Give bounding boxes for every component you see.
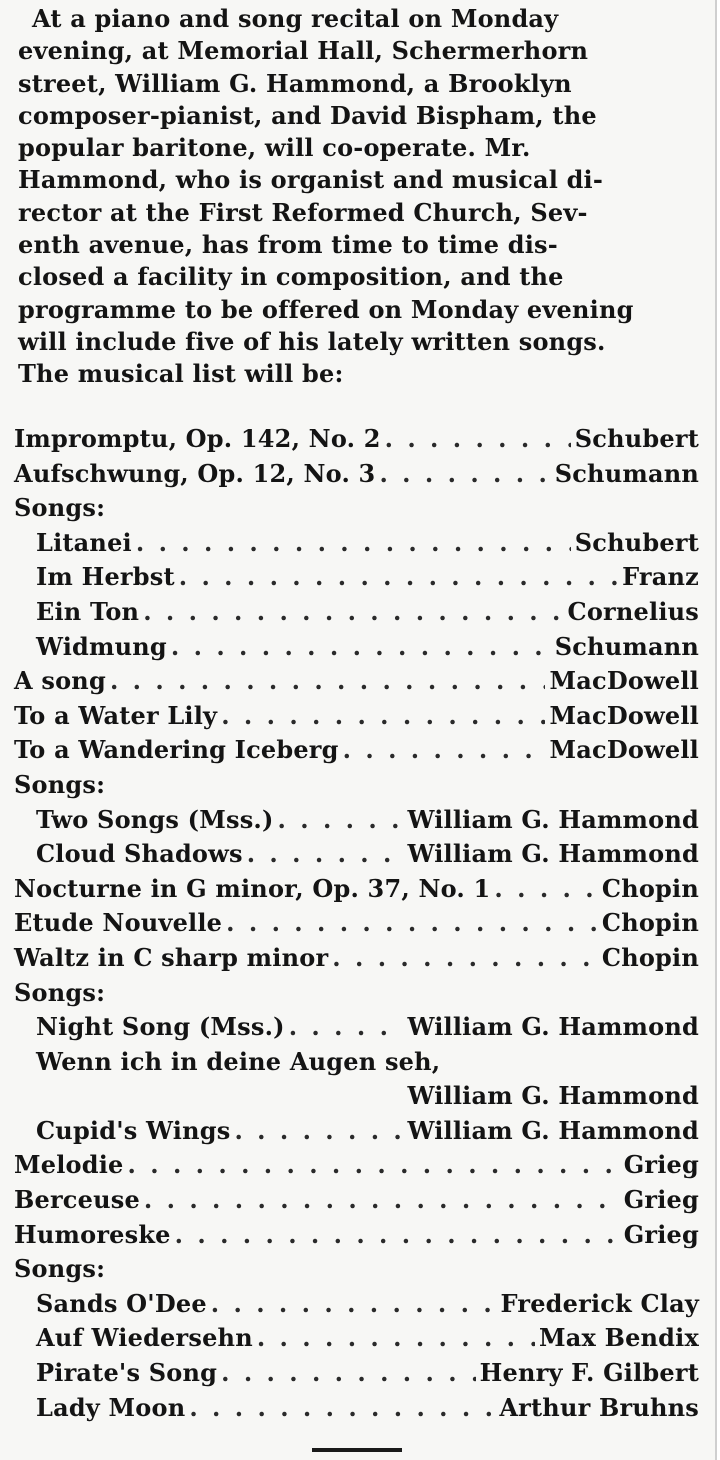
piece-title: Melodie [14, 1150, 124, 1180]
piece-title: To a Water Lily [14, 700, 218, 730]
article-line: closed a facility in composition, and the [18, 262, 564, 292]
leader-dots [189, 1391, 495, 1426]
programme-item [0, 837, 717, 872]
leader-dots [143, 595, 563, 630]
article-line: popular baritone, will co-operate. Mr. [18, 133, 531, 163]
piece-title: Waltz in C sharp minor [14, 942, 329, 972]
piece-title: Aufschwung, Op. 12, No. 3 [14, 458, 376, 488]
article-line: will include five of his lately written songs. [18, 326, 606, 356]
piece-title: Pirate's Song [36, 1358, 218, 1388]
piece-composer: Max Bendix [539, 1323, 699, 1353]
leader-dots [179, 560, 618, 595]
leader-dots [110, 664, 546, 699]
article-paragraph [18, 3, 706, 391]
piece-title: Sands O'Dee [36, 1288, 207, 1318]
piece-title: Nocturne in G minor, Op. 37, No. 1 [14, 873, 491, 903]
closing-rule [312, 1448, 402, 1452]
piece-composer: Franz [622, 562, 699, 592]
piece-title: Litanei [36, 527, 132, 557]
leader-dots [257, 1321, 535, 1356]
piece-composer: William G. Hammond [407, 839, 699, 869]
piece-composer: Arthur Bruhns [499, 1392, 699, 1422]
piece-composer: Henry F. Gilbert [479, 1358, 699, 1388]
article-line: street, William G. Hammond, a Brooklyn [18, 68, 572, 98]
article-line: At a piano and song recital on Monday [32, 4, 559, 33]
programme-item [0, 457, 717, 492]
piece-title: Widmung [36, 631, 167, 661]
songs-heading: Songs: [14, 493, 106, 523]
piece-composer: MacDowell [549, 700, 699, 730]
leader-dots [175, 1218, 620, 1253]
leader-dots [379, 457, 550, 492]
piece-composer: Grieg [623, 1185, 699, 1215]
piece-title: Night Song (Mss.) [36, 1012, 285, 1042]
programme-item [0, 733, 717, 768]
leader-dots [211, 1287, 497, 1322]
article-line: enth avenue, has from time to time dis- [18, 230, 558, 260]
leader-dots [234, 1114, 403, 1149]
piece-composer: William G. Hammond [407, 1081, 699, 1111]
leader-dots [278, 803, 404, 838]
piece-composer: Schumann [554, 631, 699, 661]
piece-composer: MacDowell [549, 735, 699, 765]
songs-heading: Songs: [14, 1254, 106, 1284]
piece-composer: MacDowell [549, 666, 699, 696]
leader-dots [221, 699, 545, 734]
programme-item [0, 906, 717, 941]
piece-title: Cloud Shadows [36, 839, 243, 869]
leader-dots [494, 872, 597, 907]
piece-title: Cupid's Wings [36, 1115, 231, 1145]
piece-title: Wenn ich in deine Augen seh, [36, 1046, 441, 1076]
article-line: The musical list will be: [18, 359, 344, 389]
programme-item [0, 941, 717, 976]
leader-dots [136, 526, 571, 561]
songs-heading: Songs: [14, 977, 106, 1007]
leader-dots [226, 906, 598, 941]
programme-item [0, 560, 717, 595]
leader-dots [385, 422, 571, 457]
piece-composer: Chopin [601, 942, 699, 972]
article-line: composer-pianist, and David Bispham, the [18, 100, 597, 130]
piece-composer: Schubert [574, 527, 699, 557]
piece-composer: William G. Hammond [407, 1115, 699, 1145]
songs-heading: Songs: [14, 769, 106, 799]
programme-item [0, 664, 717, 699]
article-line: evening, at Memorial Hall, Schermerhorn [18, 36, 589, 66]
programme-item [0, 1114, 717, 1149]
programme-item [0, 595, 717, 630]
piece-title: Two Songs (Mss.) [36, 804, 274, 834]
programme-item [0, 1010, 717, 1045]
leader-dots [343, 733, 546, 768]
programme-item [0, 1287, 717, 1322]
article-line: programme to be offered on Monday evening [18, 294, 634, 324]
programme-item [0, 803, 717, 838]
piece-composer: Chopin [601, 873, 699, 903]
leader-dots [332, 941, 598, 976]
piece-composer: Schubert [574, 424, 699, 453]
programme-item [0, 1218, 717, 1253]
programme-item [0, 872, 717, 907]
piece-composer: Cornelius [567, 596, 699, 626]
piece-title: Im Herbst [36, 562, 175, 592]
leader-dots [128, 1148, 620, 1183]
programme-item [0, 526, 717, 561]
programme-item [0, 630, 717, 665]
piece-title: Auf Wiedersehn [36, 1323, 253, 1353]
leader-dots [247, 837, 404, 872]
piece-title: To a Wandering Iceberg [14, 735, 339, 765]
programme-item [0, 1045, 717, 1080]
piece-title: Humoreske [14, 1219, 171, 1249]
piece-composer: Grieg [623, 1219, 699, 1249]
programme-item [0, 1391, 717, 1426]
piece-title: Berceuse [14, 1185, 140, 1215]
programme-item [0, 1356, 717, 1391]
leader-dots [144, 1183, 620, 1218]
programme-item [0, 1321, 717, 1356]
programme-item [0, 1148, 717, 1183]
leader-dots [171, 630, 551, 665]
piece-title: Ein Ton [36, 596, 140, 626]
article-line: rector at the First Reformed Church, Sev- [18, 197, 588, 227]
piece-composer: William G. Hammond [407, 804, 699, 834]
piece-composer: Frederick Clay [500, 1288, 699, 1318]
piece-composer: Chopin [601, 908, 699, 938]
piece-composer: Schumann [554, 458, 699, 488]
piece-composer: Grieg [623, 1150, 699, 1180]
piece-title: Etude Nouvelle [14, 908, 223, 938]
programme-item [0, 1183, 717, 1218]
leader-dots [289, 1010, 404, 1045]
programme-item [0, 422, 717, 457]
piece-title: Lady Moon [36, 1392, 186, 1422]
piece-title: Impromptu, Op. 142, No. 2 [14, 424, 381, 453]
programme-item [0, 699, 717, 734]
leader-dots [221, 1356, 476, 1391]
article-line: Hammond, who is organist and musical di- [18, 165, 604, 195]
piece-composer: William G. Hammond [407, 1012, 699, 1042]
programme-list [0, 422, 717, 1425]
piece-title: A song [14, 666, 106, 696]
